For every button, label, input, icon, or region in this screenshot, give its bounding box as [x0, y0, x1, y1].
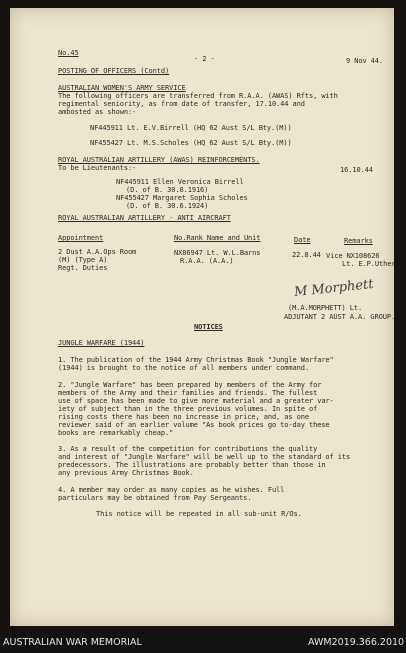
- section-heading-reinforcements: ROYAL AUSTRALIAN ARTILLERY (AWAS) REINFORCEMENTS.: [58, 156, 260, 164]
- notice-line: books are remarkably cheap.": [58, 429, 174, 437]
- officer-entry: (D. of B. 30.8.1916): [126, 186, 209, 194]
- body-line: ambosted as shown:-: [58, 108, 137, 116]
- notice-line: use of space has been made to give more material and a greater var-: [58, 397, 334, 405]
- signatory-name: (M.A.MORPHETT) Lt.: [288, 304, 363, 312]
- notice-line: 4. A member may order as many copies as he wishes. Full: [58, 486, 285, 494]
- date-cell: 22.8.44: [292, 251, 321, 259]
- appointment-cell: Regt. Duties: [58, 264, 108, 272]
- notice-line: members of the Army and their families and friends. The fullest: [58, 389, 318, 397]
- number-cell: NX86947 Lt. W.L.Barns: [174, 249, 261, 257]
- section-heading-postings: POSTING OF OFFICERS (Contd): [58, 67, 170, 75]
- notice-line: 1. The publication of the 1944 Army Christmas Book "Jungle Warfare": [58, 356, 334, 364]
- notice-line: and interest of "Jungle Warfare" will be well up to the standard of its: [58, 453, 351, 461]
- effective-date: 16.10.44: [340, 166, 373, 174]
- appointment-cell: (M) (Type A): [58, 256, 108, 264]
- footer-accession-number: AWM2019.366.2010: [308, 637, 405, 648]
- notice-line: 2. "Jungle Warfare" has been prepared by members of the Army for: [58, 381, 322, 389]
- notice-line: particulars may be obtained from Pay Sergeants.: [58, 494, 252, 502]
- body-line: The following officers are transferred from R.A.A. (AWAS) Rfts, with: [58, 92, 338, 100]
- remarks-cell: Vice NX108626: [326, 252, 380, 260]
- notice-line: reviewer said of an earlier volume "As book prices go to-day these: [58, 421, 330, 429]
- notice-line: 3. As a result of the competition for contributions the quality: [58, 445, 318, 453]
- column-header-remarks: Remarks: [344, 237, 373, 245]
- officer-entry: NF455427 Margaret Sophia Scholes: [116, 194, 248, 202]
- remarks-cell: Lt. E.P.Uther: [342, 260, 396, 268]
- document-number: No.45: [58, 49, 79, 57]
- notice-line: rising costs there has been no increase in price, and, as one: [58, 413, 309, 421]
- document-date: 9 Nov 44.: [346, 57, 384, 65]
- column-header-date: Date: [294, 236, 311, 244]
- column-header-number: No.Rank Name and Unit: [174, 234, 261, 242]
- notice-subheading: JUNGLE WARFARE (1944): [58, 339, 145, 347]
- officer-entry: NF445911 Ellen Veronica Birrell: [116, 178, 244, 186]
- officer-entry: NF455427 Lt. M.S.Scholes (HQ 62 Aust S/L Bty.(M)): [90, 139, 292, 147]
- document-page: [10, 8, 394, 626]
- notices-title: NOTICES: [194, 323, 223, 331]
- appointment-cell: 2 Dust A.A.Ops Room: [58, 248, 137, 256]
- signatory-title: ADJUTANT 2 AUST A.A. GROUP.: [284, 313, 396, 321]
- page-number: - 2 -: [194, 55, 215, 63]
- notice-closing: This notice will be repeated in all sub-unit R/Os.: [96, 510, 302, 518]
- footer-bar: [0, 632, 406, 653]
- officer-entry: NF445911 Lt. E.V.Birrell (HQ 62 Aust S/L Bty.(M)): [90, 124, 292, 132]
- notice-line: any previous Army Christmas Book.: [58, 469, 194, 477]
- body-line: regimental seniority, as from date of transfer, 17.10.44 and: [58, 100, 305, 108]
- number-cell: R.A.A. (A.A.): [180, 257, 234, 265]
- handwritten-signature: M Morphett: [293, 276, 375, 301]
- section-heading-anti-aircraft: ROYAL AUSTRALIAN ARTILLERY - ANTI AIRCRAFT: [58, 214, 231, 222]
- notice-line: iety of subject than in the three previous volumes. In spite of: [58, 405, 318, 413]
- column-header-appointment: Appointment: [58, 234, 104, 242]
- notice-line: predecessors. The illustrations are probably better than those in: [58, 461, 326, 469]
- notice-line: (1944) is brought to the notice of all members under command.: [58, 364, 309, 372]
- officer-entry: (D. of B. 30.6.1924): [126, 202, 209, 210]
- section-sub: To be Lieutenants:-: [58, 164, 137, 172]
- section-subheading-awas: AUSTRALIAN WOMEN'S ARMY SERVICE: [58, 84, 186, 92]
- footer-credit: AUSTRALIAN WAR MEMORIAL: [3, 637, 142, 648]
